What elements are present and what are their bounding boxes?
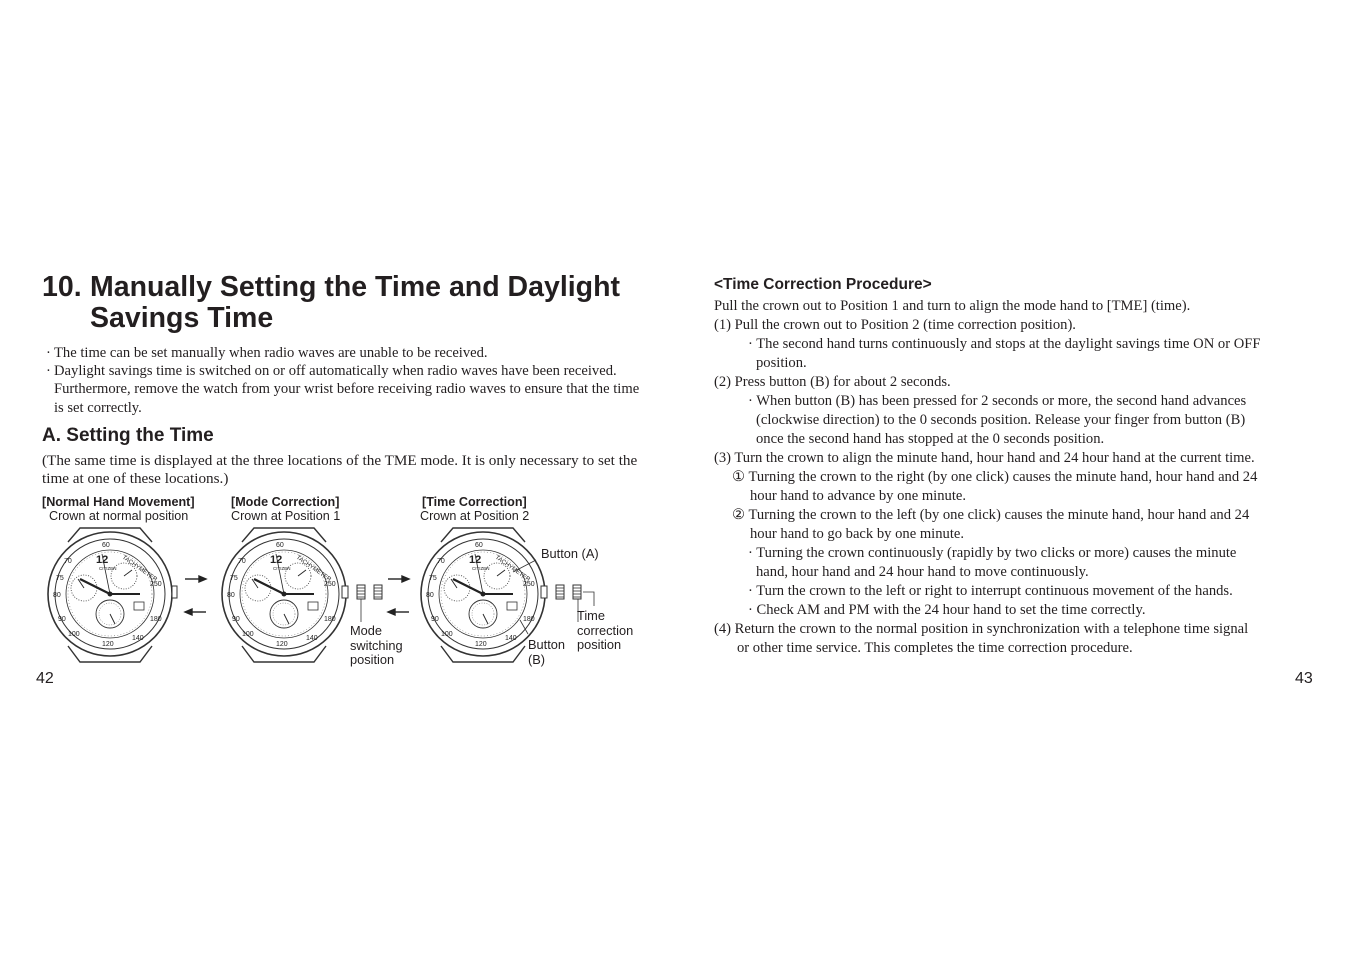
procedure-bullet: · Turning the crown continuously (rapidly by two clicks or more) causes the minute — [748, 545, 1237, 561]
section-paragraph: (The same time is displayed at the three locations of the TME mode. It is only necessary to set the time at one of these locations.) — [42, 452, 638, 487]
dial-bezel: TACHYMETER — [493, 554, 531, 584]
dial-90: 90 — [232, 616, 240, 623]
section-number: 10. — [42, 271, 82, 303]
procedure-line: hour hand to go back by one minute. — [750, 526, 964, 542]
procedure-bullet: · The second hand turns continuously and stops at the daylight savings time ON or OFF — [748, 336, 1261, 352]
dial-120: 120 — [475, 641, 487, 648]
procedure-line: once the second hand has stopped at the 0 seconds position. — [756, 431, 1105, 447]
dial-60: 60 — [102, 542, 110, 549]
dial-70: 70 — [437, 558, 445, 565]
dial-90: 90 — [58, 616, 66, 623]
intro-bullets — [46, 344, 646, 417]
dial-12: 12 — [469, 554, 482, 566]
watch-sub-normal: Crown at normal position — [49, 509, 189, 523]
dial-100: 100 — [68, 631, 80, 638]
dial-250: 250 — [324, 581, 336, 588]
procedure-line: hand, hour hand and 24 hour hand to move continuously. — [756, 564, 1089, 580]
title-line-1: Manually Setting the Time and Daylight — [90, 271, 620, 303]
dial-140: 140 — [505, 635, 517, 642]
section-heading: A. Setting the Time — [42, 425, 214, 446]
dial-brand: CITIZEN — [99, 566, 117, 571]
crown-normal — [172, 586, 177, 598]
watch-label-mode: [Mode Correction] — [231, 495, 340, 509]
dial-250: 250 — [523, 581, 535, 588]
procedure-bullet: · When button (B) has been pressed for 2 seconds or more, the second hand advances — [748, 393, 1247, 409]
procedure-step: (1) Pull the crown out to Position 2 (time correction position). — [714, 317, 1076, 333]
procedure-substep: ① Turning the crown to the right (by one click) causes the minute hand, hour hand and 24 — [732, 469, 1258, 485]
procedure-step: (3) Turn the crown to align the minute hand, hour hand and 24 hour hand at the current time. — [714, 450, 1255, 466]
procedure-step: (2) Press button (B) for about 2 seconds. — [714, 374, 951, 390]
dial-80: 80 — [426, 592, 434, 599]
dial-180: 180 — [324, 616, 336, 623]
dial-100: 100 — [242, 631, 254, 638]
callout-button-b: Button (B) — [528, 637, 565, 667]
dial-100: 100 — [441, 631, 453, 638]
dial-60: 60 — [475, 542, 483, 549]
dial-brand: CITIZEN — [273, 566, 291, 571]
page-number-right: 43 — [1295, 670, 1313, 687]
dial-180: 180 — [523, 616, 535, 623]
watch-label-normal: [Normal Hand Movement] — [42, 495, 195, 509]
procedure-line: Pull the crown out to Position 1 and turn to align the mode hand to [TME] (time). — [714, 298, 1191, 314]
procedure-line: (clockwise direction) to the 0 seconds position. Release your finger from button (B) — [756, 412, 1246, 428]
procedure-substep: ② Turning the crown to the left (by one click) causes the minute hand, hour hand and 24 — [732, 507, 1250, 523]
dial-140: 140 — [132, 635, 144, 642]
dial-bezel: TACHYMETER — [120, 554, 158, 584]
dial-75: 75 — [429, 575, 437, 582]
callout-button-a: Button (A) — [541, 546, 599, 561]
procedure-bullet: · Turn the crown to the left or right to interrupt continuous movement of the hands. — [748, 583, 1233, 599]
dial-12: 12 — [96, 554, 109, 566]
dial-90: 90 — [431, 616, 439, 623]
procedure-heading: <Time Correction Procedure> — [714, 276, 932, 293]
dial-140: 140 — [306, 635, 318, 642]
procedure-bullet: · Check AM and PM with the 24 hour hand to set the time correctly. — [748, 602, 1146, 618]
dial-70: 70 — [64, 558, 72, 565]
dial-brand: CITIZEN — [472, 566, 490, 571]
procedure-step: (4) Return the crown to the normal position in synchronization with a telephone time signal — [714, 621, 1249, 637]
dial-120: 120 — [276, 641, 288, 648]
dial-80: 80 — [53, 592, 61, 599]
procedure-line: hour hand to advance by one minute. — [750, 488, 967, 504]
dial-75: 75 — [56, 575, 64, 582]
procedure-line: or other time service. This completes the time correction procedure. — [737, 640, 1133, 656]
dial-120: 120 — [102, 641, 114, 648]
dial-60: 60 — [276, 542, 284, 549]
watch-sub-mode: Crown at Position 1 — [231, 509, 341, 523]
dial-180: 180 — [150, 616, 162, 623]
dial-75: 75 — [230, 575, 238, 582]
dial-250: 250 — [150, 581, 162, 588]
bullet-item: · The time can be set manually when radio waves are unable to be received. — [46, 344, 646, 362]
page-number-left: 42 — [36, 670, 54, 687]
watch-label-time: [Time Correction] — [422, 495, 527, 509]
watch-sub-time: Crown at Position 2 — [420, 509, 530, 523]
dial-12: 12 — [270, 554, 283, 566]
page-title — [42, 272, 682, 334]
title-line-2: Savings Time — [90, 302, 274, 334]
dial-80: 80 — [227, 592, 235, 599]
callout-mode-switching: Mode switching position — [350, 623, 403, 667]
dial-70: 70 — [238, 558, 246, 565]
bullet-item: · Daylight savings time is switched on or off automatically when radio waves have been received. Furthermore, remove the watch from your wrist before receiving radio waves to ensure that the time is set correctly. — [46, 362, 646, 417]
procedure-body — [714, 297, 1314, 658]
callout-time-correction: Time correction position — [577, 608, 634, 652]
dial-bezel: TACHYMETER — [294, 554, 332, 584]
procedure-line: position. — [756, 355, 807, 371]
